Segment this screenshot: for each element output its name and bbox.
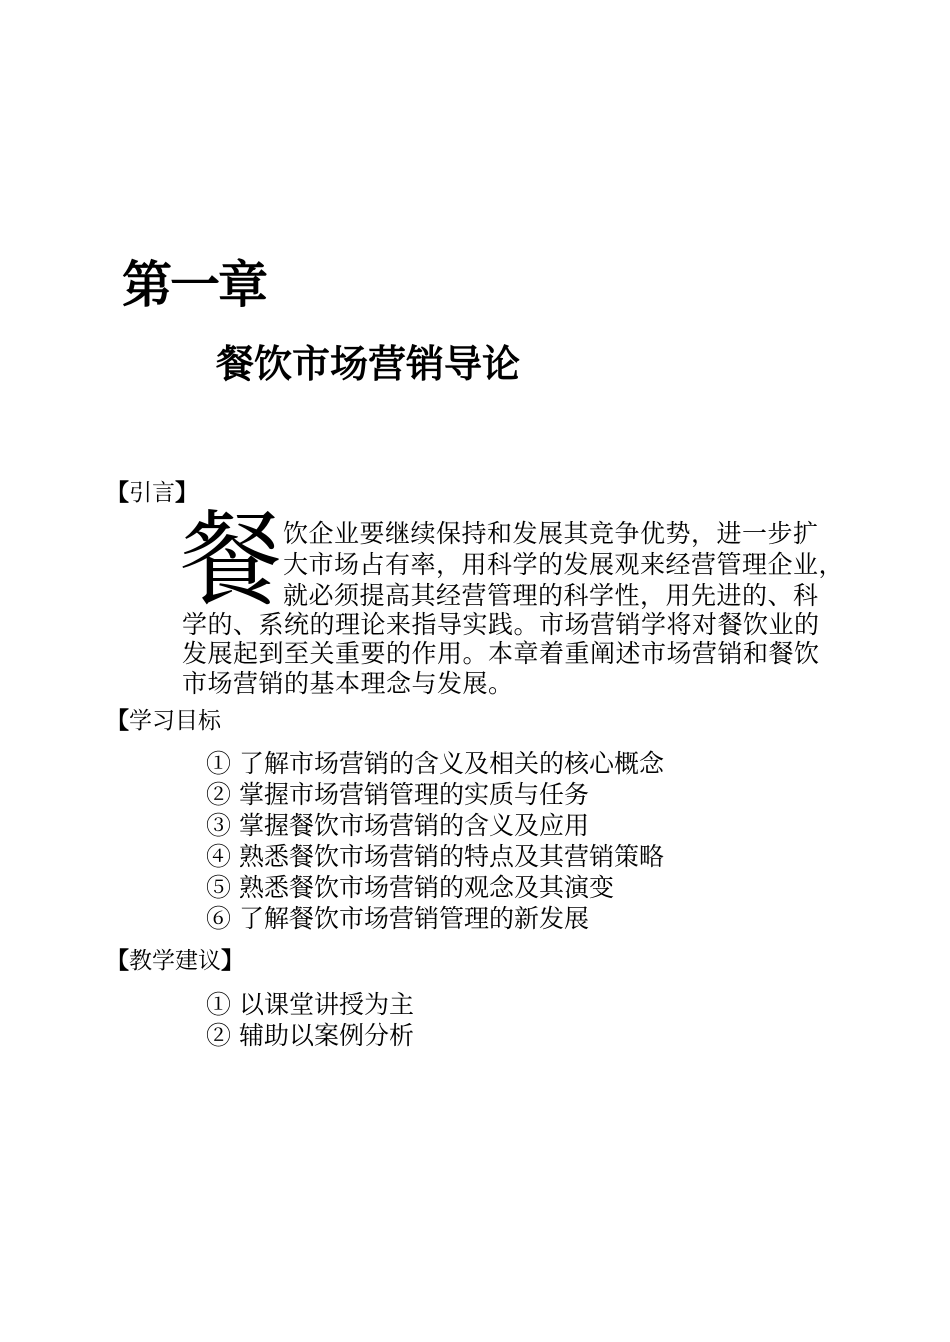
intro-line: 市场营销的基本理念与发展。 <box>182 669 514 698</box>
goal-item: ④ 熟悉餐饮市场营销的特点及其营销策略 <box>206 842 664 871</box>
intro-line: 发展起到至关重要的作用。本章着重阐述市场营销和餐饮 <box>182 639 820 668</box>
intro-line: 大市场占有率，用科学的发展观来经营管理企业， <box>283 550 845 579</box>
intro-heading-close-bracket: 】 <box>175 480 198 506</box>
intro-line: 学的、系统的理论来指导实践。市场营销学将对餐饮业的 <box>182 610 820 639</box>
advice-heading-label: 教学建议 <box>129 948 221 974</box>
advice-heading-open-bracket: 【 <box>106 948 129 974</box>
intro-heading-label: 引言 <box>129 480 175 506</box>
chapter-title: 餐饮市场营销导论 <box>216 342 521 386</box>
advice-item: ① 以课堂讲授为主 <box>206 990 414 1019</box>
intro-heading-open-bracket: 【 <box>106 480 129 506</box>
advice-heading <box>106 946 244 976</box>
goals-heading-open-bracket: 【 <box>106 708 129 734</box>
goal-item: ③ 掌握餐饮市场营销的含义及应用 <box>206 811 589 840</box>
goals-heading <box>106 706 221 736</box>
advice-heading-close-bracket: 】 <box>221 948 244 974</box>
goal-item: ⑥ 了解餐饮市场营销管理的新发展 <box>206 904 589 933</box>
intro-line: 饮企业要继续保持和发展其竞争优势，进一步扩 <box>283 519 819 548</box>
advice-item: ② 辅助以案例分析 <box>206 1021 414 1050</box>
goal-item: ① 了解市场营销的含义及相关的核心概念 <box>206 749 664 778</box>
goal-item: ② 掌握市场营销管理的实质与任务 <box>206 780 589 809</box>
intro-line: 就必须提高其经营管理的科学性，用先进的、科 <box>283 581 819 610</box>
goal-item: ⑤ 熟悉餐饮市场营销的观念及其演变 <box>206 873 614 902</box>
intro-dropcap: 餐 <box>180 501 282 620</box>
goals-heading-label: 学习目标 <box>129 708 221 734</box>
chapter-number: 第一章 <box>122 256 266 314</box>
